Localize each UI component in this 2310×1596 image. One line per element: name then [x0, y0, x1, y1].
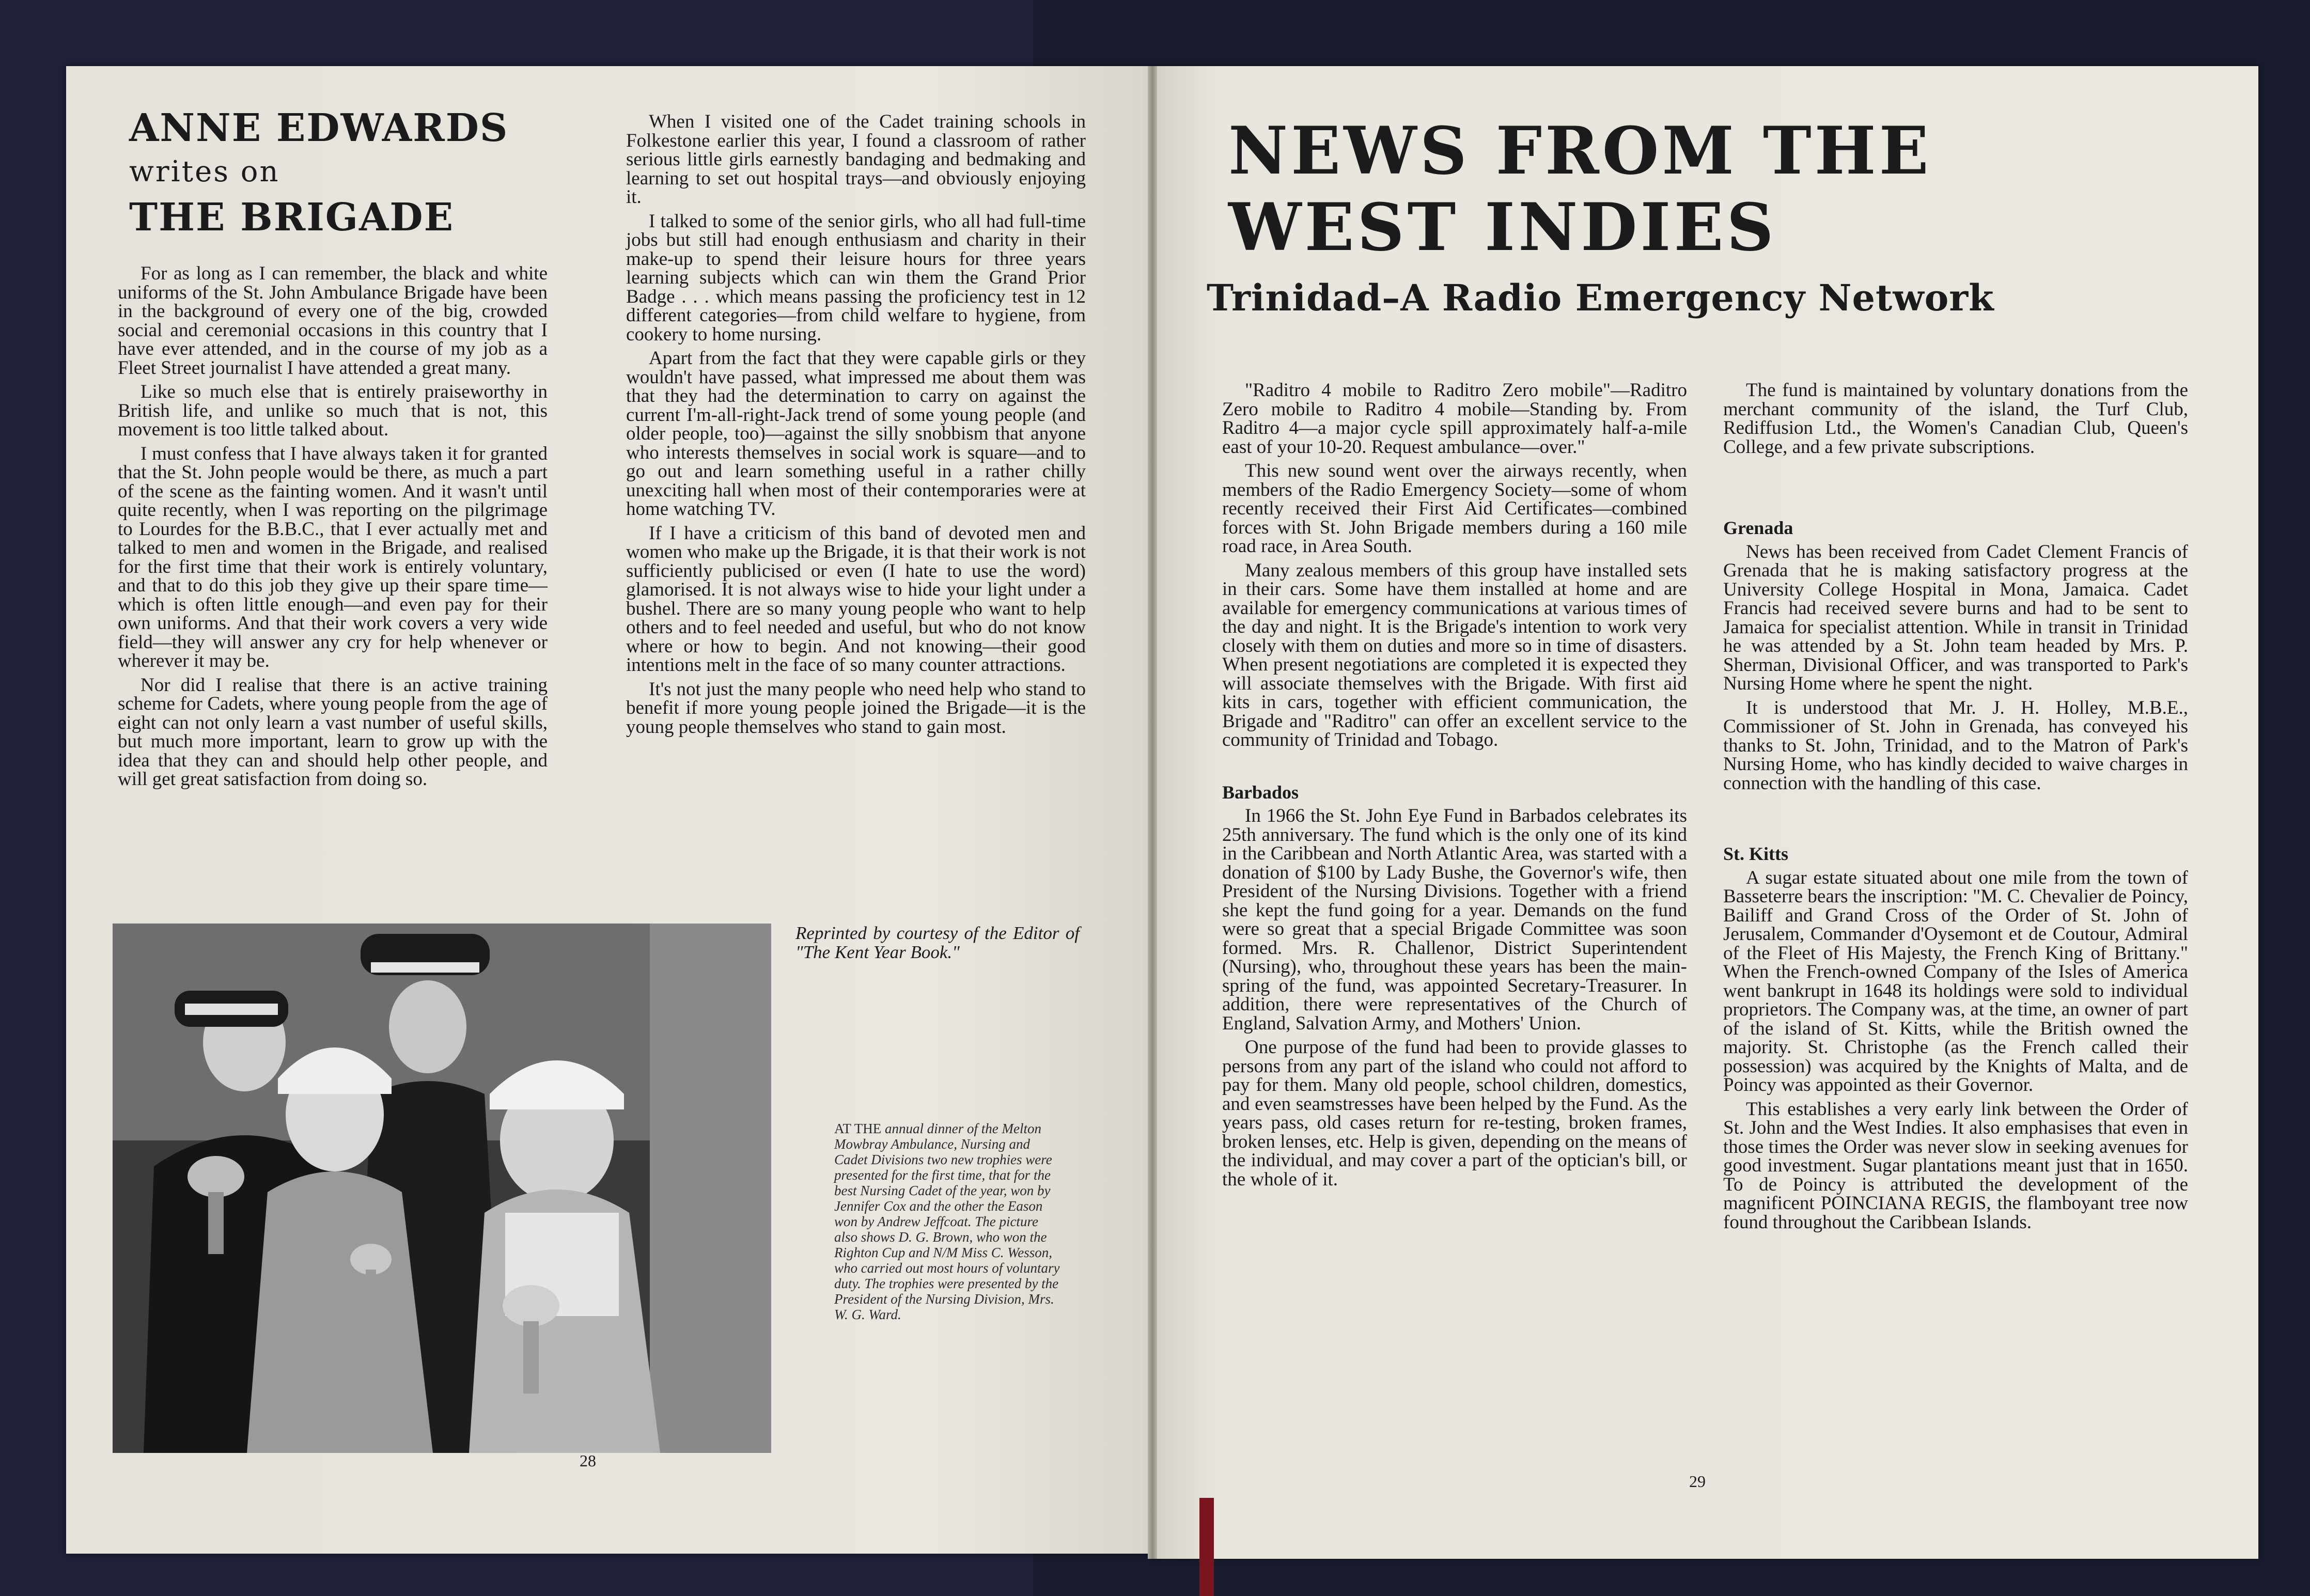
- paragraph: It's not just the many people who need help who stand to benefit if more young people joined the Brigade—it is the young people themselves who stand to gain most.: [626, 678, 1086, 738]
- caption-text: annual dinner of the Melton Mowbray Ambulance, Nursing and Cadet Divisions two new trophies were presented for the first time, that for the best Nursing Cadet of the year, won by Jennifer Cox and the other the Eason won by Andrew Jeffcoat. The picture also shows D. G. Brown, who won the Righton Cup and N/M Miss C. Wesson, who carried out most hours of voluntary duty. The trophies were presented by the President of the Nursing Division, Mrs. W. G. Ward.: [834, 1121, 1060, 1322]
- left-column-1: [118, 264, 548, 794]
- paragraph: Nor did I realise that there is an active training scheme for Cadets, where young people from the age of eight can not only learn a vast number of useful skills, but much more important, learn to grow up with the idea that they can and should help other people, and will get great satisfaction from doing so.: [118, 674, 548, 790]
- paragraph: A sugar estate situated about one mile from the town of Basseterre bears the inscription: "M. C. Chevalier de Poincy, Bailiff and Grand Cross of the Order of St. John of Jerusalem, Commander d'Oysemont et de Coutour, Admiral of the Fleet of His Majesty, the French King of Brittany." When the French-owned Company of the Isles of America went bankrupt in 1648 its holdings were sold to individual proprietors. The Company was, at the time, an owner of part of the island of St. Kitts, while the British owned the majority. St. Christophe (as the French called their possession) was acquired by the Knights of Malta, and de Poincy was appointed as their Governor.: [1723, 867, 2188, 1096]
- article-subtitle: Trinidad–A Radio Emergency Network: [1207, 276, 1994, 319]
- right-column-1: [1222, 381, 1687, 1194]
- paragraph: "Raditro 4 mobile to Raditro Zero mobile"—Raditro Zero mobile to Raditro 4 mobile—Standing by. From Raditro 4—a major cycle spill approximately half-a-mile east of your 10-20. Request ambulance—over.": [1222, 380, 1687, 458]
- group-photo: [113, 924, 771, 1453]
- bookmark-ribbon: [1199, 1498, 1214, 1596]
- right-column-2: [1723, 381, 2188, 1237]
- paragraph: This new sound went over the airways recently, when members of the Radio Emergency Society—some of whom recently received their First Aid Certificates—combined forces with St. John Brigade members during a 160 mile road race, in Area South.: [1222, 460, 1687, 557]
- kicker-writes-on: writes on: [129, 155, 280, 189]
- author-name: ANNE EDWARDS: [129, 106, 509, 150]
- title-line-1: NEWS FROM THE: [1228, 113, 1932, 189]
- spine-gutter: [1148, 66, 1157, 1559]
- paragraph: This establishes a very early link between the Order of St. John and the West Indies. It also emphasises that even in those times the Order was never slow in seeking avenues for good investment. Sugar plantations meant just that in 1650. To de Poincy is attributed the development of the magnificent POINCIANA REGIS, the flamboyant tree now found throughout the Caribbean Islands.: [1723, 1098, 2188, 1233]
- paragraph: When I visited one of the Cadet training schools in Folkestone earlier this year, I found a classroom of rather serious little girls earnestly bandaging and bedmaking and learning to set out hospital trays—and obviously enjoying it.: [626, 111, 1086, 208]
- paragraph: The fund is maintained by voluntary donations from the merchant community of the island, the Turf Club, Rediffusion Ltd., the Women's Canadian Club, Queen's College, and a few private subscriptions.: [1723, 380, 2188, 458]
- paragraph: Like so much else that is entirely praiseworthy in British life, and unlike so much that is not, this movement is too little talked about.: [118, 381, 548, 440]
- paragraph: Apart from the fact that they were capable girls or they wouldn't have passed, what impressed me about them was that they had the determination to carry on against the current I'm-all-right-Jack trend of some young people (and older people, too)—against the silly snobbism that anyone who interests themselves in social work is square—and to go out and learn something useful in a rather chilly unexciting hall when most of their contemporaries were at home watching TV.: [626, 348, 1086, 520]
- paragraph: If I have a criticism of this band of devoted men and women who make up the Brigade, it is that their work is not sufficiently publicised or even (I hate to use the word) glamorised. It is not always wise to hide your light under a bushel. There are so many young people who want to help others and to feel needed and useful, but who do not know where or how to begin. And not knowing—their good intentions melt in the face of so many counter attractions.: [626, 522, 1086, 676]
- article-title-brigade: THE BRIGADE: [129, 195, 454, 240]
- left-column-2: [626, 113, 1086, 742]
- page-number-left: 28: [580, 1451, 596, 1470]
- paragraph: One purpose of the fund had been to provide glasses to persons from any part of the island who could not afford to pay for them. Many old people, school children, domestics, and even seamstresses have been helped by the Fund. As the years pass, old cases return for re-testing, broken frames, broken lenses, etc. Help is given, depending on the means of the individual, and may cover a part of the optician's bill, or the whole of it.: [1222, 1037, 1687, 1190]
- page-number-right: 29: [1689, 1472, 1706, 1491]
- paragraph: News has been received from Cadet Clement Francis of Grenada that he is making satisfactory progress at the University College Hospital in Mona, Jamaica. Cadet Francis had received severe burns and had to be sent to Jamaica for specialist attention. While in transit in Trinidad he was attended by a St. John team headed by Mrs. P. Sherman, Divisional Officer, and was transported to Park's Nursing Home where he spent the night.: [1723, 541, 2188, 694]
- article-title-west-indies: [1228, 113, 1932, 265]
- paragraph: In 1966 the St. John Eye Fund in Barbados celebrates its 25th anniversary. The fund which is the only one of its kind in the Caribbean and North Atlantic Area, was started with a donation of $100 by Lady Bushe, the Governor's wife, then President of the Nursing Divisions. Together with a friend she kept the fund going for a year. Demands on the fund were so great that a special Brigade Committee was soon formed. Mrs. R. Challenor, District Superintendent (Nursing), who, throughout these years has been the main-spring of the fund, was appointed Secretary-Treasurer. In addition, there were representatives of the Church of England, Salvation Army, and Mothers' Union.: [1222, 805, 1687, 1034]
- title-line-2: WEST INDIES: [1228, 189, 1777, 265]
- caption-lead: AT THE: [834, 1121, 882, 1136]
- paragraph: For as long as I can remember, the black and white uniforms of the St. John Ambulance Brigade have been in the background of every one of the big, crowded social and ceremonial occasions in this country that I have ever attended, and in the course of my job as a Fleet Street journalist I have attended a great many.: [118, 263, 548, 379]
- paragraph: I must confess that I have always taken it for granted that the St. John people would be there, as much a part of the scene as the fainting women. And it wasn't until quite recently, when I was reporting on the pilgrimage to Lourdes for the B.B.C., that I ever actually met and talked to men and women in the Brigade, and realised for the first time that their work is entirely voluntary, and that to do this job they give up their spare time—which is often little enough—and even pay for their own uniforms. And that their work covers a very wide field—they will answer any cry for help whenever or wherever it may be.: [118, 443, 548, 671]
- section-heading-st-kitts: St. Kitts: [1723, 843, 1788, 864]
- paragraph: Many zealous members of this group have installed sets in their cars. Some have them installed at home and are available for emergency communications at various times of the day and night. It is the Brigade's intention to work very closely with them on duties and more so in time of disasters. When present negotiations are completed it is expected they will associate themselves with the Brigade. With first aid kits in cars, together with efficient communication, the Brigade and "Raditro" can offer an excellent service to the community of Trinidad and Tobago.: [1222, 559, 1687, 750]
- paragraph: I talked to some of the senior girls, who all had full-time jobs but still had enough enthusiasm and charity in their make-up to spend their leisure hours for three years learning subjects which can win them the Grand Prior Badge . . . which means passing the proficiency test in 12 different categories—from child welfare to hygiene, from cookery to home nursing.: [626, 210, 1086, 345]
- photo-illustration: [113, 924, 771, 1453]
- photo-caption: [834, 1121, 1062, 1322]
- paragraph: It is understood that Mr. J. H. Holley, M.B.E., Commissioner of St. John in Grenada, has conveyed his thanks to St. John, Trinidad, and to the Matron of Park's Nursing Home, who has kindly decided to waive charges in connection with the handling of this case.: [1723, 697, 2188, 794]
- section-heading-barbados: Barbados: [1222, 781, 1299, 803]
- section-heading-grenada: Grenada: [1723, 518, 1793, 538]
- reprint-credit: Reprinted by courtesy of the Editor of "The Kent Year Book.": [795, 923, 1080, 962]
